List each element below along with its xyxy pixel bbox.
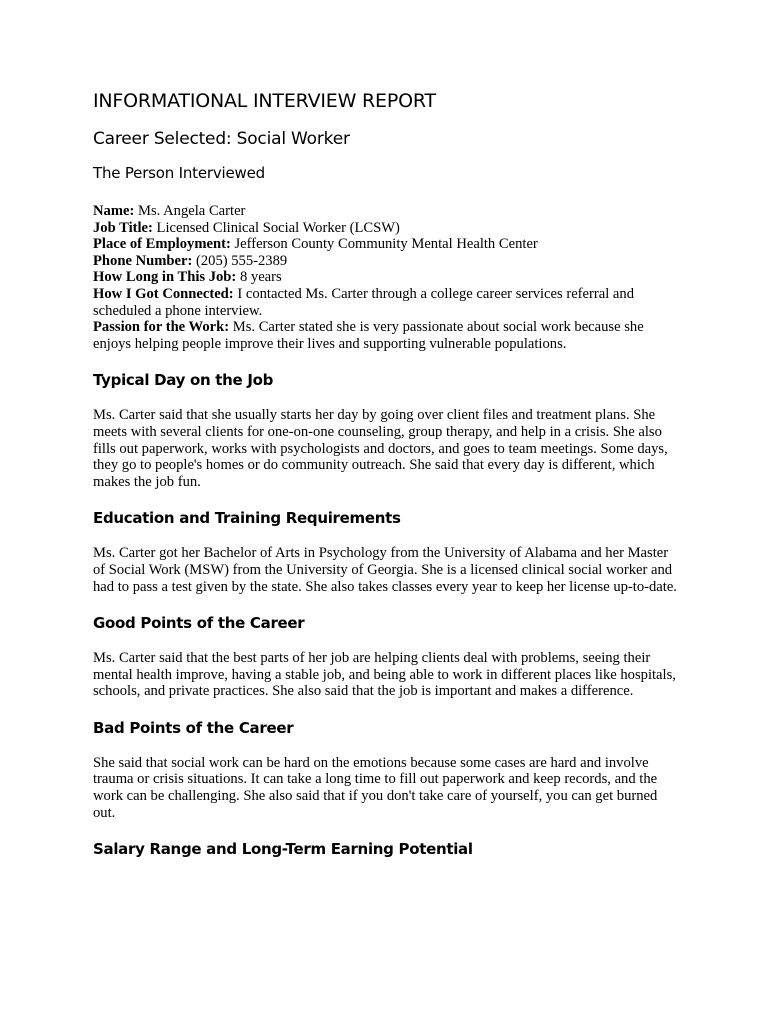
info-value: Licensed Clinical Social Worker (LCSW) — [156, 219, 400, 236]
info-row-employment — [93, 236, 683, 253]
info-value: (205) 555-2389 — [195, 252, 288, 269]
info-label: How Long in This Job: — [93, 269, 237, 286]
info-label: Place of Employment: — [93, 236, 231, 253]
info-label: Passion for the Work: — [93, 319, 230, 336]
section-body-bad-points: She said that social work can be hard on the emotions because some cases are hard and involve trauma or crisis situations. It can take a long time to fill out paperwork and keep records, and the work can be challenging. She also said that if you don't take care of yourself, you can get burned out. — [93, 754, 658, 821]
info-row-job-title — [93, 220, 683, 237]
info-value: Ms. Angela Carter — [138, 203, 246, 219]
document-title: INFORMATIONAL INTERVIEW REPORT — [93, 90, 436, 112]
info-label: How I Got Connected: — [93, 285, 234, 302]
info-value: 8 years — [239, 269, 282, 286]
info-value: Ms. Carter stated she is very passionate about social work because she enjoys helping people improve their lives and supporting vulnerable populations. — [93, 319, 644, 352]
info-row-connection — [93, 286, 683, 319]
info-row-phone — [93, 253, 683, 270]
interviewee-info — [93, 203, 683, 352]
info-value: I contacted Ms. Carter through a college career services referral and scheduled a phone interview. — [93, 285, 634, 319]
section-heading-typical-day: Typical Day on the Job — [93, 371, 274, 390]
info-row-tenure — [93, 269, 683, 286]
info-value: Jefferson County Community Mental Health Center — [234, 236, 538, 253]
section-heading-education: Education and Training Requirements — [93, 509, 401, 528]
section-body-education: Ms. Carter got her Bachelor of Arts in Psychology from the University of Alabama and her Master of Social Work (MSW) from the University of Georgia. She is a licensed clinical social worker and had to pass a test given by the state. She also takes classes every year to keep her license up-to-date. — [93, 545, 677, 595]
info-row-passion — [93, 319, 683, 352]
career-selected-heading: Career Selected: Social Worker — [93, 129, 350, 149]
section-heading-good-points: Good Points of the Career — [93, 614, 305, 633]
document-page — [93, 86, 683, 860]
section-body-good-points: Ms. Carter said that the best parts of her job are helping clients deal with problems, seeing their mental health improve, having a stable job, and being able to work in different places like hospitals, schools, and private practices. She also said that the job is important and makes a difference. — [93, 650, 676, 700]
info-label: Name: — [93, 203, 135, 219]
info-label: Job Title: — [93, 219, 153, 236]
section-body-typical-day: Ms. Carter said that she usually starts her day by going over client files and treatment plans. She meets with several clients for one-on-one counseling, group therapy, and help in a crisis. She also fills out paperwork, works with psychologists and doctors, and goes to team meetings. Some days, they go to people's homes or do community outreach. She said that every day is different, which makes the job fun. — [93, 407, 668, 490]
section-heading-salary: Salary Range and Long-Term Earning Potential — [93, 840, 473, 859]
info-row-name — [93, 203, 683, 220]
section-heading-bad-points: Bad Points of the Career — [93, 718, 294, 737]
person-interviewed-heading: The Person Interviewed — [93, 164, 265, 182]
info-label: Phone Number: — [93, 252, 193, 269]
